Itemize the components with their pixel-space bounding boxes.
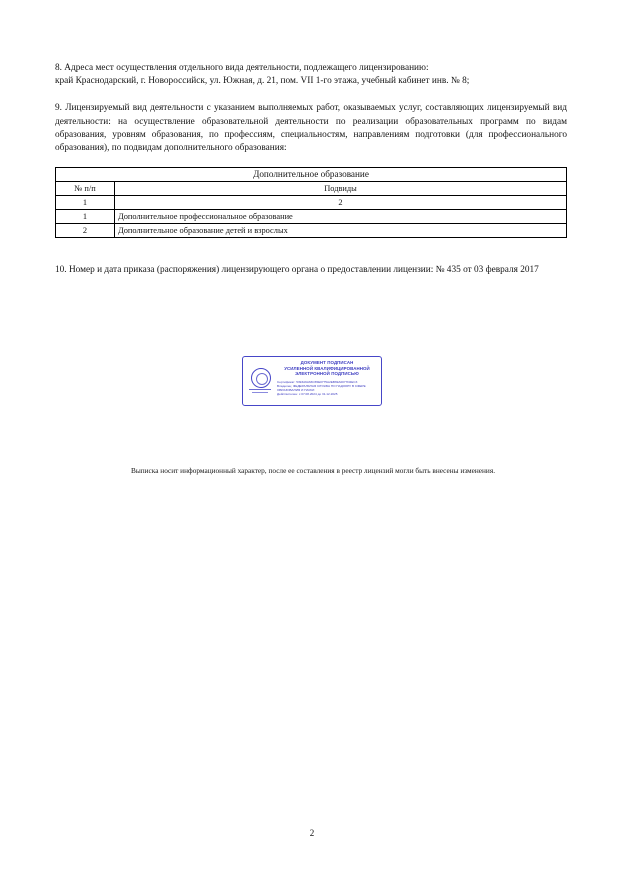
signature-emblem-icon: [247, 366, 273, 396]
footer-note: Выписка носит информационный характер, после ее составления в реестр лицензий могли быть внесены изменения.: [130, 466, 496, 475]
table-numbering-cell-2: 2: [115, 196, 567, 210]
paragraph-item-9: 9. Лицензируемый вид деятельности с указанием выполняемых работ, оказываемых услуг, составляющих лицензируемый вид деятельности: на осуществление образовательной деятельности по реализации образовательных программ по видам образования, уровням образования, по профессиям, специальностям, направлениям подготовки (для профессионального образования), по подвидам дополнительного образования:: [55, 103, 567, 154]
stamp-title-line-1: ДОКУМЕНТ ПОДПИСАН: [300, 360, 354, 365]
table-header-subtypes: Подвиды: [115, 182, 567, 196]
paragraph-item-8-line-1: 8. Адреса мест осуществления отдельного вида деятельности, подлежащего лицензированию:: [55, 63, 429, 73]
stamp-validity: Действителен: с 07.08.2024 до 31.12.2025: [277, 392, 338, 397]
paragraph-item-10: 10. Номер и дата приказа (распоряжения) лицензирующего органа о предоставлении лицензии: № 435 от 03 февраля 2017: [55, 265, 539, 276]
table-numbering-row: [56, 196, 567, 210]
additional-education-table-wrapper: [55, 167, 567, 238]
table-caption-row: [56, 168, 567, 182]
paragraph-item-8: [55, 62, 567, 88]
page-number: 2: [309, 828, 315, 838]
paragraph-item-8-line-2: край Краснодарский, г. Новороссийск, ул. Южная, д. 21, пом. VII 1-го этажа, учебный кабинет инв. № 8;: [55, 76, 470, 87]
stamp-title-line-2: УСИЛЕННОЙ КВАЛИФИЦИРОВАННОЙ: [284, 365, 370, 371]
table-row: [56, 224, 567, 238]
stamp-title: [277, 360, 377, 377]
table-row-2-num: 2: [56, 224, 115, 238]
table-header-num: № п/п: [56, 182, 115, 196]
table-row-2-value: Дополнительное образование детей и взрослых: [115, 224, 567, 238]
stamp-owner: Владелец: ФЕДЕРАЛЬНАЯ СЛУЖБА ПО НАДЗОРУ В СФЕРЕ ОБРАЗОВАНИЯ И НАУКИ: [277, 383, 366, 393]
electronic-signature-stamp: [242, 356, 382, 406]
table-row-1-value: Дополнительное профессиональное образование: [115, 210, 567, 224]
table-caption-cell: Дополнительное образование: [56, 168, 567, 182]
table-header-row: [56, 182, 567, 196]
stamp-details: [277, 380, 377, 397]
table-row-1-num: 1: [56, 210, 115, 224]
document-content: [55, 62, 567, 277]
stamp-certificate: Сертификат: 5393A6A63C65E0775A2EB69A0077D2EC3: [277, 379, 358, 384]
stamp-title-line-3: ЭЛЕКТРОННОЙ ПОДПИСЬЮ: [295, 371, 359, 377]
table-numbering-cell-1: 1: [56, 196, 115, 210]
additional-education-table: [55, 167, 567, 238]
table-row: [56, 210, 567, 224]
